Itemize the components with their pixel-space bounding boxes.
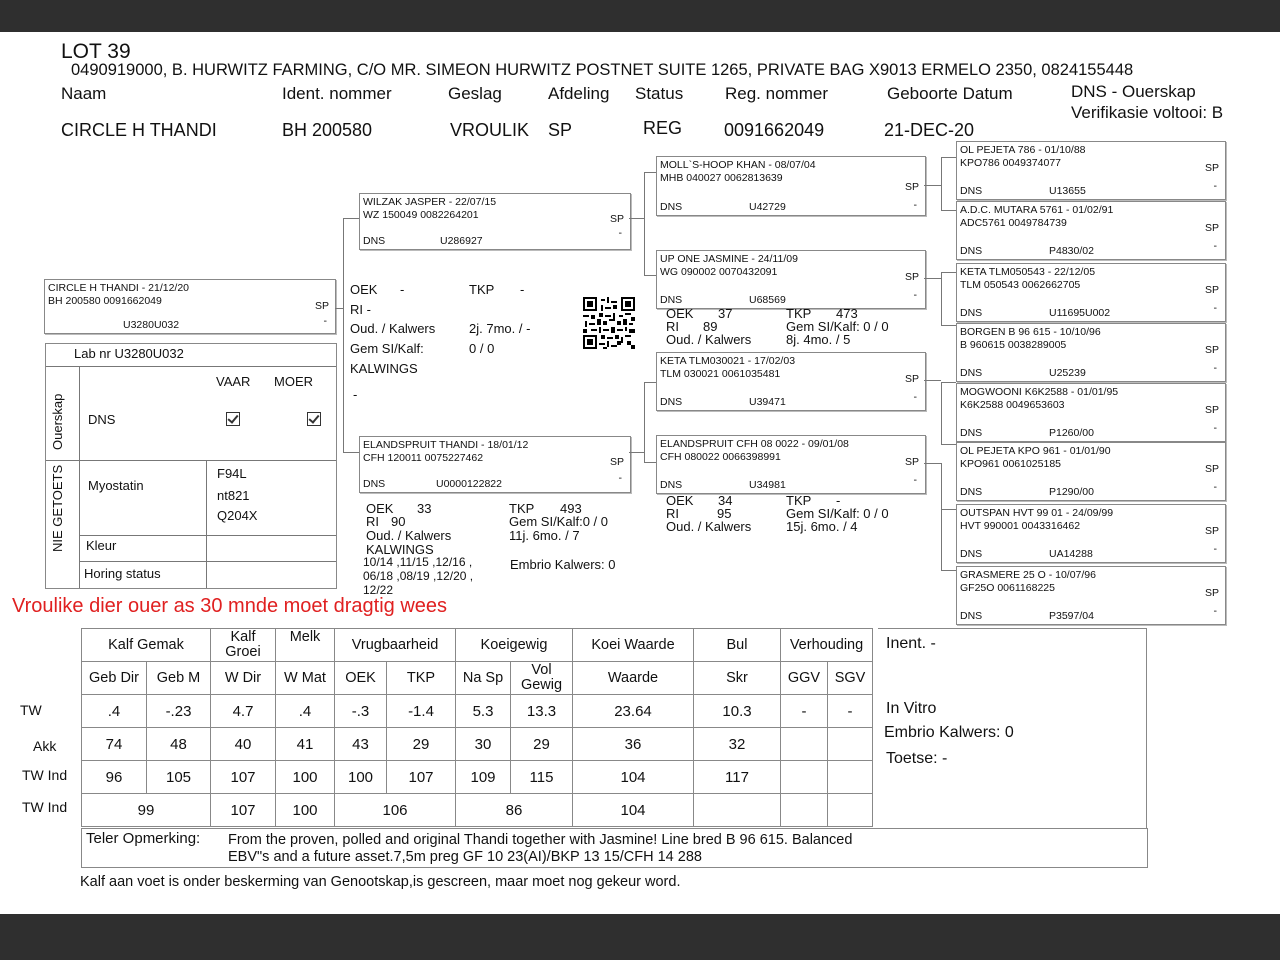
gp-line2: CFH 080022 0066398991 [660,451,781,463]
tw-cell: .4 [82,695,147,728]
ggp-line1: GRASMERE 25 O - 10/07/96 [960,569,1096,581]
subject-tkp-value: - [520,282,525,297]
ggp-line2: K6K2588 0049653603 [960,399,1065,411]
akk-cell: 32 [694,728,781,761]
ggp-dns: DNS [960,245,983,257]
header-geboorte: Geboorte Datum [887,84,1013,103]
ggp-dns: DNS [960,185,983,197]
subject-oek-label: OEK [350,282,378,297]
gp-sp: SP [904,181,919,193]
great-grandparent-box [956,383,1226,442]
gp-age: 15j. 6mo. / 4 [786,519,858,534]
sire-dns: DNS [363,235,386,247]
twind2-cell: 100 [276,794,335,827]
gp-oud-label: Oud. / Kalwers [666,519,752,534]
side-panel [878,628,1147,830]
gp-ri-value: 95 [717,506,732,521]
subject-ri: RI - [350,302,371,317]
lab-ouerskap-label: Ouerskap [50,393,65,450]
gp-dns: DNS [660,479,683,491]
gp-code: U42729 [749,201,786,213]
gp-oek-label: OEK [666,306,694,321]
sub-header: Skr [694,662,781,695]
akk-cell: 74 [82,728,147,761]
header-ident: Ident. nommer [282,84,392,103]
side-toetse: Toetse: - [886,750,948,767]
ggp-line1: BORGEN B 96 615 - 10/10/96 [960,326,1101,338]
subject-tkp-label: TKP [469,282,495,297]
ggp-code: P4830/02 [1049,245,1094,257]
gp-ri-label: RI [666,506,679,521]
great-grandparent-box [956,201,1226,260]
ggp-line2: HVT 990001 0043316462 [960,520,1081,532]
gp-sp: SP [904,373,919,385]
twind-cell: 104 [573,761,694,794]
dam-calving-dates: 06/18 ,08/19 ,12/20 , [363,569,474,583]
ebv-group-row [82,629,873,662]
ggp-code: P1290/00 [1049,486,1094,498]
gp-line2: TLM 030021 0061035481 [660,368,781,380]
ggp-dns: DNS [960,486,983,498]
dam-line2: CFH 120011 0075227462 [363,452,484,464]
gp-gem: Gem SI/Kalf: 0 / 0 [786,319,889,334]
sub-header: W Mat [276,662,335,695]
twind2-cell: 104 [573,794,694,827]
dam-dash: - [618,472,622,484]
dam-ri-label: RI [366,514,379,529]
gp-tkp-value: 473 [836,306,858,321]
great-grandparent-box [956,504,1226,563]
tw-cell: 10.3 [694,695,781,728]
dam-dns: DNS [363,478,386,490]
akk-cell: 41 [276,728,335,761]
group-koei-waarde: Koei Waarde [573,629,694,662]
twind-cell: 100 [276,761,335,794]
sub-header: Geb Dir [82,662,147,695]
sub-header: Geb M [147,662,211,695]
akk-cell: 36 [573,728,694,761]
ggp-line1: OUTSPAN HVT 99 01 - 24/09/99 [960,507,1114,519]
twind-cell: 117 [694,761,781,794]
subject-line1: CIRCLE H THANDI - 21/12/20 [48,282,190,294]
gp-sp: SP [904,456,919,468]
akk-cell: 40 [211,728,276,761]
ggp-line1: MOGWOONI K6K2588 - 01/01/95 [960,386,1119,398]
subject-oek-value: - [400,282,405,297]
ggp-code: P1260/00 [1049,427,1094,439]
grandparent-box [656,435,926,494]
dam-ri-value: 90 [391,514,406,529]
side-embrio: Embrio Kalwers: 0 [884,724,1014,741]
akk-cell: 30 [456,728,511,761]
ggp-line2: ADC5761 0049784739 [960,217,1067,229]
ebv-twind2-row [82,794,873,827]
gp-oek-label: OEK [666,493,694,508]
sire-code: U286927 [440,235,483,247]
twind2-cell: 86 [456,794,573,827]
ggp-code: U11695U002 [1049,307,1111,319]
ggp-sp: SP [1204,284,1219,296]
subject-line2: BH 200580 0091662049 [48,295,162,307]
top-bar [0,0,1280,32]
row-label-akk: Akk [33,738,57,754]
tw-cell: 4.7 [211,695,276,728]
gp-ri-value: 89 [703,319,718,334]
animal-sex: VROULIK [450,120,530,140]
subject-box [44,279,336,334]
owner-line: 0490919000, B. HURWITZ FARMING, C/O MR. SIMEON HURWITZ POSTNET SUITE 1265, PRIVATE BAG X9013 ERMELO 2350, 0824155448 [71,61,1134,79]
sub-header: Na Sp [456,662,511,695]
group-kalf-gemak: Kalf Gemak [82,629,211,662]
myo-value: Q204X [217,508,258,523]
ggp-sp: SP [1204,463,1219,475]
gp-code: U34981 [749,479,786,491]
ggp-code: P3597/04 [1049,610,1094,622]
animal-ident: BH 200580 [282,120,373,140]
header-dns: DNS - Ouerskap [1071,82,1196,101]
twind-cell [781,761,828,794]
gp-tkp-value: - [836,493,841,508]
group-verhouding: Verhouding [781,629,873,662]
animal-status: REG [643,118,683,138]
group-kalf-groei: Kalf Groei [211,629,276,662]
great-grandparent-box [956,141,1226,200]
header-afdeling: Afdeling [548,84,610,103]
gp-line1: ELANDSPRUIT CFH 08 0022 - 09/01/08 [660,438,849,450]
twind-cell: 115 [511,761,573,794]
ggp-dash: - [1213,481,1217,493]
ebv-tw-row [82,695,873,728]
ggp-dash: - [1213,240,1217,252]
subject-gem-label: Gem SI/Kalf: [350,341,424,356]
dam-age: 11j. 6mo. / 7 [509,528,580,543]
gp-dns: DNS [660,396,683,408]
sub-header: Vol Gewig [511,662,573,695]
dam-calving-dates: 10/14 ,11/15 ,12/16 , [363,555,473,569]
twind-cell [828,761,873,794]
catalogue-page [0,32,1280,914]
subject-gem-value: 0 / 0 [469,341,495,356]
tw-cell: -.3 [335,695,387,728]
gp-oek-value: 34 [718,493,733,508]
dam-oud-label: Oud. / Kalwers [366,528,452,543]
ggp-dns: DNS [960,427,983,439]
ggp-dash: - [1213,422,1217,434]
akk-cell: 43 [335,728,387,761]
myo-value: F94L [217,466,247,481]
tw-cell: -.23 [147,695,211,728]
ggp-dns: DNS [960,548,983,560]
ggp-sp: SP [1204,344,1219,356]
gp-line2: WG 090002 0070432091 [660,266,778,278]
header-reg: Reg. nommer [725,84,828,103]
side-invitro: In Vitro [886,700,937,717]
gp-gem: Gem SI/Kalf: 0 / 0 [786,506,889,521]
ggp-line2: GF25O 0061168225 [960,582,1055,594]
gp-oek-value: 37 [718,306,733,321]
teler-label: Teler Opmerking: [86,830,201,847]
ggp-dash: - [1213,543,1217,555]
gp-sp: SP [904,271,919,283]
gp-dns: DNS [660,201,683,213]
ebv-twind-row [82,761,873,794]
group-melk: Melk [276,629,335,662]
tw-cell: 23.64 [573,695,694,728]
ggp-line2: B 960615 0038289005 [960,339,1067,351]
gp-dash: - [913,474,917,486]
ggp-line2: KPO786 0049374077 [960,157,1062,169]
akk-cell: 48 [147,728,211,761]
gp-tkp-label: TKP [786,306,812,321]
myo-value: nt821 [217,488,250,503]
subject-kalwings-label: KALWINGS [350,361,418,376]
lab-horing: Horing status [84,566,161,581]
gp-dash: - [913,289,917,301]
sire-line1: WILZAK JASPER - 22/07/15 [363,196,497,208]
ggp-line2: KPO961 0061025185 [960,458,1062,470]
ggp-dash: - [1213,302,1217,314]
dam-oek-value: 33 [417,501,432,516]
subject-dash: - [323,315,327,327]
twind-cell: 96 [82,761,147,794]
great-grandparent-box [956,263,1226,322]
lot-number: LOT 39 [61,40,131,63]
ggp-dash: - [1213,180,1217,192]
ggp-dns: DNS [960,610,983,622]
akk-cell: 29 [387,728,456,761]
animal-reg: 0091662049 [724,120,825,140]
dam-kalwings-label: KALWINGS [366,542,434,557]
lab-nie-getoets: NIE GETOETS [50,464,65,552]
twind-cell: 107 [211,761,276,794]
tw-cell: - [828,695,873,728]
row-label-twind2: TW Ind [22,799,68,815]
animal-birth: 21-DEC-20 [884,120,975,140]
ggp-line1: A.D.C. MUTARA 5761 - 01/02/91 [960,204,1114,216]
ggp-dns: DNS [960,367,983,379]
sire-line2: WZ 150049 0082264201 [363,209,479,221]
animal-section: SP [548,120,573,140]
lab-dns: DNS [88,412,116,427]
dam-oek-label: OEK [366,501,394,516]
gp-dash: - [913,391,917,403]
gp-dns: DNS [660,294,683,306]
gp-ri-label: RI [666,319,679,334]
ggp-line1: KETA TLM050543 - 22/12/05 [960,266,1096,278]
sub-header: W Dir [211,662,276,695]
ggp-code: UA14288 [1049,548,1093,560]
bottom-bar [0,928,1280,960]
lab-nr: Lab nr U3280U032 [74,346,184,361]
twind-cell: 107 [387,761,456,794]
gp-code: U39471 [749,396,786,408]
dam-line1: ELANDSPRUIT THANDI - 18/01/12 [363,439,529,451]
dam-sp: SP [609,456,624,468]
ebv-akk-row [82,728,873,761]
sub-header: Waarde [573,662,694,695]
ggp-dash: - [1213,362,1217,374]
header-verifikasie: Verifikasie voltooi: B [1071,103,1224,122]
ggp-sp: SP [1204,587,1219,599]
ebv-sub-row [82,662,873,695]
great-grandparent-box [956,323,1226,382]
gp-tkp-label: TKP [786,493,812,508]
lab-myostatin: Myostatin [88,478,144,493]
sub-header: OEK [335,662,387,695]
lab-box [45,343,337,589]
grandparent-box [656,156,926,216]
pregnancy-warning: Vroulike dier ouer as 30 mnde moet dragtig wees [12,595,448,617]
side-inent: Inent. - [886,635,936,652]
teler-text: From the proven, polled and original Thandi together with Jasmine! Line bred B 96 615. Balanced [228,832,853,848]
tw-cell: 13.3 [511,695,573,728]
lab-moer: MOER [274,374,313,389]
ggp-code: U13655 [1049,185,1086,197]
gp-line2: MHB 040027 0062813639 [660,172,783,184]
header-geslag: Geslag [448,84,502,103]
dam-calving-dates: 12/22 [363,583,394,597]
gp-age: 8j. 4mo. / 5 [786,332,851,347]
subject-kalwings-value: - [353,387,358,402]
dam-gem: Gem SI/Kalf:0 / 0 [509,514,608,529]
sire-sp: SP [609,213,624,225]
group-koeigewig: Koeigewig [456,629,573,662]
dam-embrio: Embrio Kalwers: 0 [510,557,616,572]
akk-cell [781,728,828,761]
subject-oud-label: Oud. / Kalwers [350,321,436,336]
gp-oud-label: Oud. / Kalwers [666,332,752,347]
grandparent-box [656,250,926,309]
footer-note: Kalf aan voet is onder beskerming van Genootskap,is gescreen, maar moet nog gekeur word. [80,874,681,890]
lab-vaar: VAAR [216,374,251,389]
teler-remarks [81,828,1148,868]
header-naam: Naam [61,84,107,103]
ebv-table [81,628,873,827]
akk-cell [828,728,873,761]
ggp-sp: SP [1204,525,1219,537]
group-bul: Bul [694,629,781,662]
gp-dash: - [913,199,917,211]
ggp-dash: - [1213,605,1217,617]
vaar-checkbox-icon [226,412,240,426]
akk-cell: 29 [511,728,573,761]
great-grandparent-box [956,442,1226,501]
sire-dash: - [618,227,622,239]
gp-line1: MOLL`S-HOOP KHAN - 08/07/04 [660,159,816,171]
group-vrugbaarheid: Vrugbaarheid [335,629,456,662]
tw-cell: -1.4 [387,695,456,728]
qr-code-icon [583,297,635,349]
ggp-sp: SP [1204,222,1219,234]
teler-text: EBV"s and a future asset.7,5m preg GF 10 23(AI)/BKP 13 15/CFH 14 288 [228,849,702,865]
dam-tkp-label: TKP [509,501,535,516]
twind-cell: 100 [335,761,387,794]
twind-cell: 105 [147,761,211,794]
sub-header: SGV [828,662,873,695]
moer-checkbox-icon [307,412,321,426]
header-status: Status [635,84,684,103]
dam-code: U0000122822 [436,478,502,490]
ggp-sp: SP [1204,404,1219,416]
subject-code: U3280U032 [123,319,180,331]
animal-name: CIRCLE H THANDI [61,120,217,140]
row-label-tw: TW [20,702,42,718]
sire-box [359,193,631,250]
dam-tkp-value: 493 [560,501,582,516]
twind2-cell: 107 [211,794,276,827]
tw-cell: - [781,695,828,728]
great-grandparent-box [956,566,1226,625]
ggp-sp: SP [1204,162,1219,174]
ggp-code: U25239 [1049,367,1086,379]
sub-header: TKP [387,662,456,695]
dam-box [359,436,631,493]
gp-line1: UP ONE JASMINE - 24/11/09 [660,253,798,265]
gp-code: U68569 [749,294,786,306]
ggp-line1: OL PEJETA 786 - 01/10/88 [960,144,1086,156]
lab-kleur: Kleur [86,538,117,553]
grandparent-box [656,352,926,411]
gp-line1: KETA TLM030021 - 17/02/03 [660,355,796,367]
tw-cell: 5.3 [456,695,511,728]
subject-oud-value: 2j. 7mo. / - [469,321,531,336]
twind2-cell: 99 [82,794,211,827]
row-label-twind: TW Ind [22,767,68,783]
ggp-dns: DNS [960,307,983,319]
ggp-line1: OL PEJETA KPO 961 - 01/01/90 [960,445,1111,457]
sub-header: GGV [781,662,828,695]
twind2-cell: 106 [335,794,456,827]
subject-sp: SP [314,300,329,312]
ggp-line2: TLM 050543 0062662705 [960,279,1081,291]
twind-cell: 109 [456,761,511,794]
tw-cell: .4 [276,695,335,728]
